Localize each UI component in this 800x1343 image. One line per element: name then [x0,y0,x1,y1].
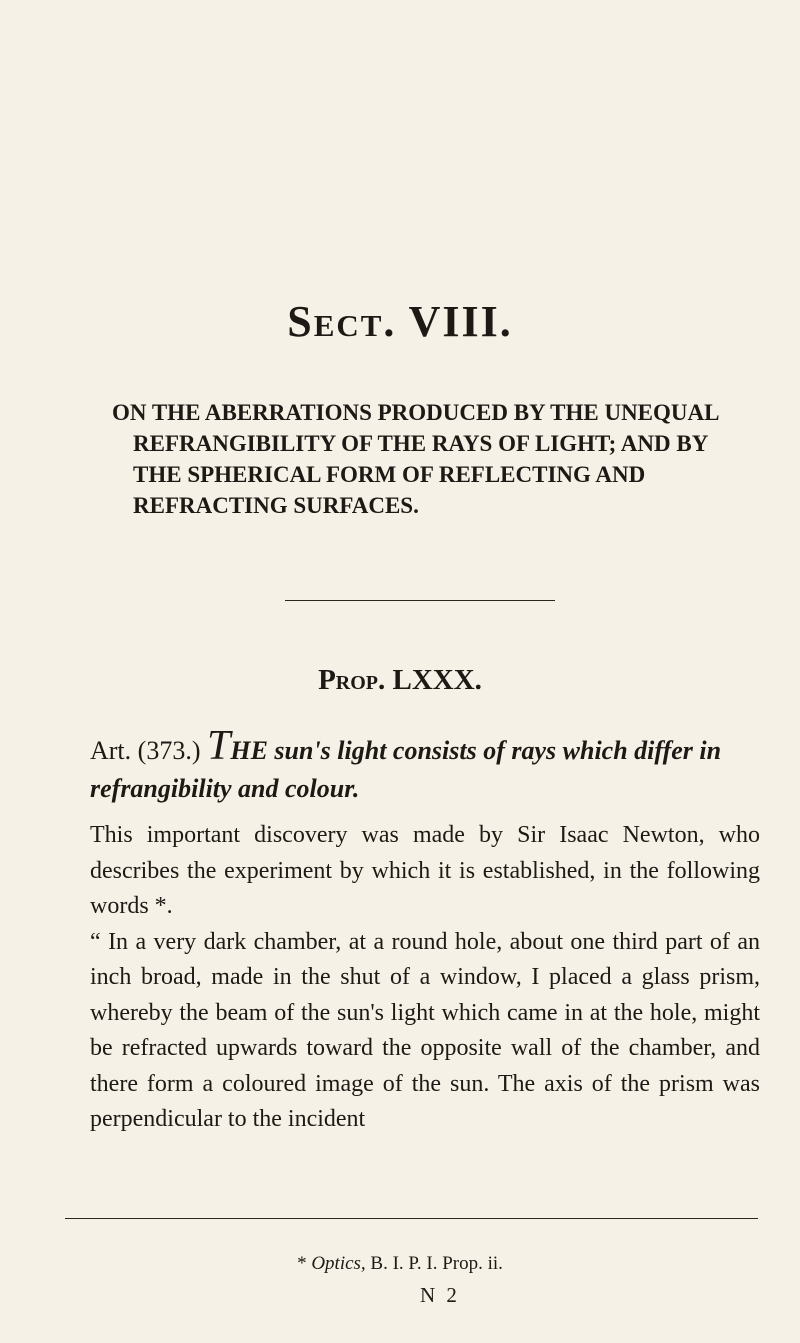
footnote-marker: * [297,1253,307,1274]
paragraph: “ In a very dark chamber, at a round hole, about one third part of an inch broad, made in the shut of a window, I placed a glass prism, whereby the beam of the sun's light which came in at the hole, might be refracted upwards toward the opposite wall of the chamber, and there form a coloured image of the sun. The axis of the prism was perpendicular to the incident [90,928,760,1132]
proposition-title: Prop. LXXX. [318,664,482,696]
section-heading: ON THE ABERRATIONS PRODUCED BY THE UNEQUAL REFRANGIBILITY OF THE RAYS OF LIGHT; AND BY THE SPHERICAL FORM OF REFLECTING AND REFRACTING SURFACES. [112,400,719,518]
paragraph: This important discovery was made by Sir Isaac Newton, who describes the experiment by which it is established, in the following words *. [90,822,760,919]
article-number: Art. (373.) [90,736,201,765]
signature-mark: N 2 [420,1283,460,1307]
article-statement [90,723,760,808]
section-title: Sect. VIII. [287,297,513,346]
footnote-reference: B. I. P. I. Prop. ii. [370,1253,503,1274]
drop-letter: T [206,723,231,769]
body-text [90,818,760,1138]
article-caption: HE sun's light consists of rays which differ in refrangibility and colour. [90,736,722,803]
divider-rule [285,600,555,601]
footnote-rule [65,1218,758,1219]
footnote [0,1253,800,1275]
footnote-work: Optics, [311,1253,366,1274]
